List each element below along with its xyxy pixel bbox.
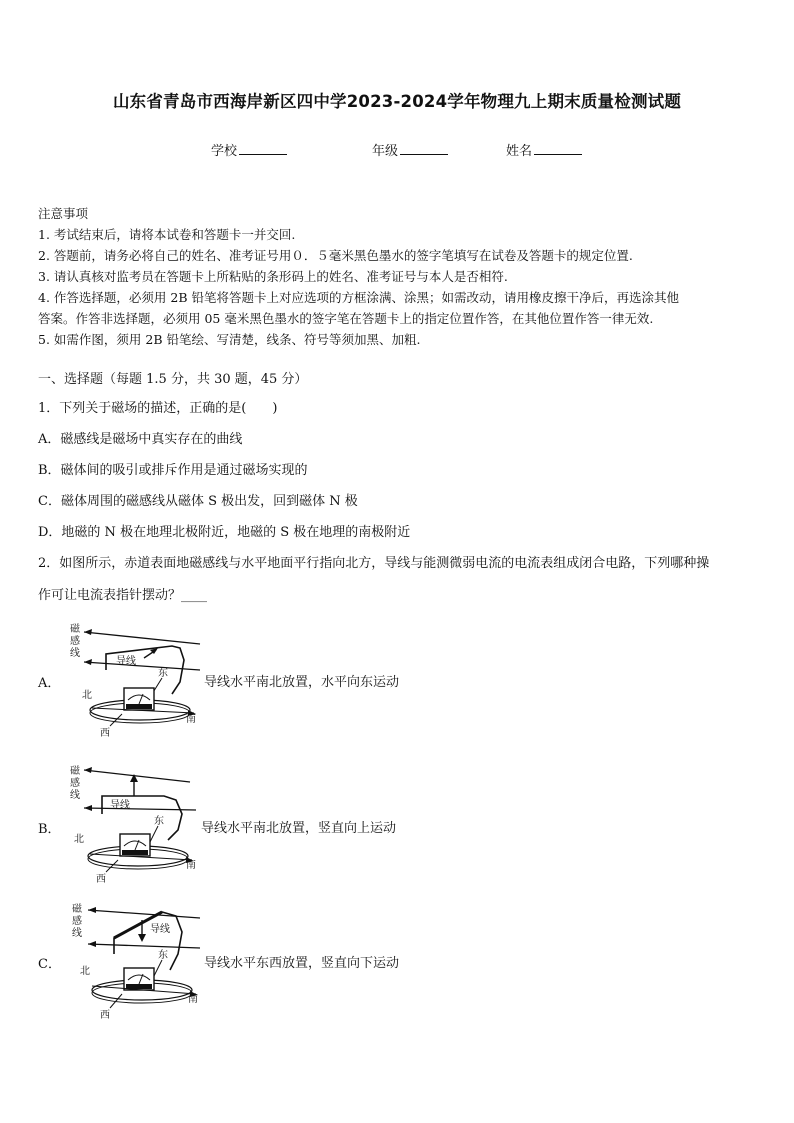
ammeter-base <box>126 704 152 709</box>
notice-item: 3. 请认真核对监考员在答题卡上所粘贴的条形码上的姓名、准考证号与本人是否相符. <box>38 269 508 284</box>
field-label: 线 <box>70 648 80 659</box>
q1-stem: 1．下列关于磁场的描述，正确的是( ) <box>38 401 278 416</box>
north-label: 北 <box>80 966 90 977</box>
name-label: 姓名 <box>506 144 533 159</box>
field-label: 线 <box>70 790 80 801</box>
arrow-icon <box>138 934 146 942</box>
notice-item: 答案。作答非选择题，必须用 05 毫米黑色墨水的签字笔在答题卡上的指定位置作答，在其他位置作答一律无效. <box>38 311 654 326</box>
q2-stem-line1: 2．如图所示，赤道表面地磁感线与水平地面平行指向北方，导线与能测微弱电流的电流表组成闭合电路，下列哪种操 <box>38 556 710 571</box>
grade-field[interactable] <box>372 140 448 159</box>
field-label: 感 <box>70 636 80 647</box>
grade-label: 年级 <box>372 144 399 159</box>
west-label: 西 <box>100 728 110 739</box>
field-label: 感 <box>72 916 82 927</box>
direction-line <box>154 960 162 976</box>
north-label: 北 <box>74 834 84 845</box>
q2-option-c-label[interactable]: C． <box>38 957 61 972</box>
q2-option-c-text[interactable]: 导线水平东西放置，竖直向下运动 <box>204 956 400 971</box>
grade-blank <box>400 142 448 155</box>
east-label: 东 <box>154 816 164 827</box>
q2-stem-line2: 作可让电流表指针摆动？____ <box>38 588 208 603</box>
arrow-icon <box>84 659 92 665</box>
direction-line <box>150 826 158 842</box>
page-title: 山东省青岛市西海岸新区四中学2023-2024学年物理九上期末质量检测试题 <box>112 92 682 111</box>
q2-option-b-text[interactable]: 导线水平南北放置，竖直向上运动 <box>201 821 397 836</box>
east-label: 东 <box>158 668 168 679</box>
q2-option-a-text[interactable]: 导线水平南北放置，水平向东运动 <box>204 675 400 690</box>
ammeter-base <box>126 984 152 989</box>
ammeter-base <box>122 850 148 855</box>
arrow-icon <box>84 805 92 811</box>
figure-option-c <box>62 898 202 1022</box>
field-line <box>84 632 200 644</box>
direction-line <box>106 860 118 872</box>
school-blank <box>239 142 287 155</box>
field-line <box>88 910 200 918</box>
school-field[interactable] <box>211 140 287 159</box>
south-label: 南 <box>186 714 196 725</box>
notice-item: 1. 考试结束后，请将本试卷和答题卡一并交回. <box>38 227 296 242</box>
arrow-icon <box>84 767 92 773</box>
wire-label: 导线 <box>110 800 130 811</box>
q1-option-a[interactable]: A．磁感线是磁场中真实存在的曲线 <box>38 432 243 447</box>
notice-block <box>38 203 768 350</box>
figure-option-a <box>62 618 202 742</box>
notice-item: 4. 作答选择题，必须用 2B 铅笔将答题卡上对应选项的方框涂满、涂黑；如需改动，请用橡皮擦干净后，再选涂其他 <box>38 290 679 305</box>
arrow-icon <box>88 941 96 947</box>
wire-label: 导线 <box>116 656 136 667</box>
south-label: 南 <box>188 994 198 1005</box>
q2-option-a-label[interactable]: A． <box>38 676 61 691</box>
field-label: 磁 <box>70 624 80 635</box>
q1-option-b[interactable]: B．磁体间的吸引或排斥作用是通过磁场实现的 <box>38 463 308 478</box>
q1-option-d[interactable]: D．地磁的 N 极在地理北极附近，地磁的 S 极在地理的南极附近 <box>38 525 411 540</box>
notice-item: 2. 答题前，请务必将自己的姓名、准考证号用０．５毫米黑色墨水的签字笔填写在试卷及答题卡的规定位置. <box>38 248 633 263</box>
q2-option-b-label[interactable]: B． <box>38 822 61 837</box>
field-label: 磁 <box>70 766 80 777</box>
north-label: 北 <box>82 690 92 701</box>
field-label: 磁 <box>72 904 82 915</box>
field-label: 线 <box>72 928 82 939</box>
south-label: 南 <box>186 860 196 871</box>
west-label: 西 <box>96 874 106 885</box>
name-field[interactable] <box>506 140 582 159</box>
field-label: 感 <box>70 778 80 789</box>
wire-loop <box>106 646 184 694</box>
west-label: 西 <box>100 1010 110 1021</box>
notice-item: 5. 如需作图，须用 2B 铅笔绘、写清楚，线条、符号等须加黑、加粗. <box>38 332 421 347</box>
figure-option-b <box>62 762 202 886</box>
notice-heading: 注意事项 <box>38 206 89 221</box>
wire-label: 导线 <box>150 924 170 935</box>
field-line <box>88 944 200 948</box>
section-title: 一、选择题（每题 1.5 分，共 30 题，45 分） <box>38 372 308 387</box>
school-label: 学校 <box>211 144 238 159</box>
east-label: 东 <box>158 950 168 961</box>
direction-line <box>110 714 122 726</box>
q1-option-c[interactable]: C．磁体周围的磁感线从磁体 S 极出发，回到磁体 N 极 <box>38 494 358 509</box>
arrow-icon <box>84 629 92 635</box>
arrow-icon <box>88 907 96 913</box>
name-blank <box>534 142 582 155</box>
